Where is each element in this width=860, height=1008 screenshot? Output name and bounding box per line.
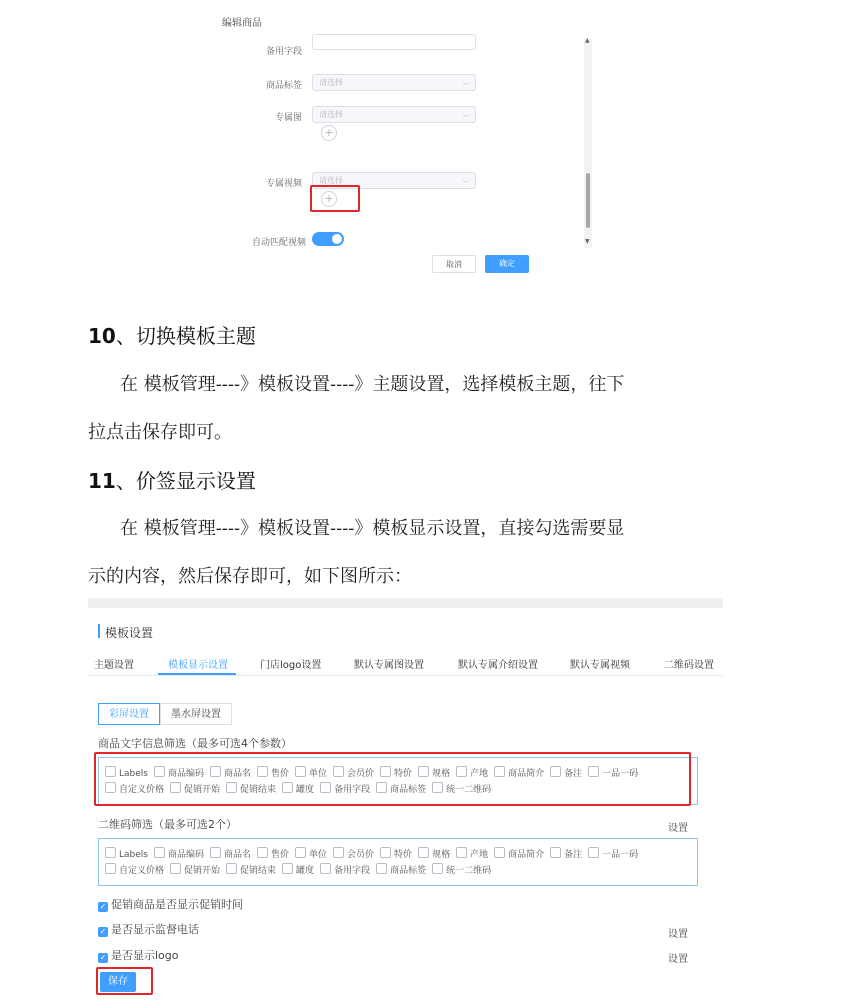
phone-setting-link[interactable]: 设置 [668, 929, 688, 940]
checkbox-label: 商品标签 [390, 866, 427, 876]
highlight-box [96, 967, 153, 995]
image-select[interactable] [312, 106, 476, 123]
checkbox-item[interactable] [494, 847, 544, 860]
checkbox-label: 商品名 [223, 769, 251, 779]
checkbox[interactable] [588, 847, 599, 858]
checkbox-item[interactable] [456, 847, 488, 860]
checkbox[interactable] [295, 847, 306, 858]
option-label: 促销商品是否显示促销时间 [111, 898, 243, 911]
auto-match-toggle[interactable] [312, 232, 344, 246]
top-band [88, 598, 723, 608]
checkbox[interactable] [105, 863, 116, 874]
checkbox[interactable] [282, 863, 293, 874]
option-logo[interactable] [98, 947, 179, 963]
checkbox-label: 促销开始 [184, 866, 221, 876]
add-video-icon[interactable]: + [321, 191, 337, 207]
checkbox-label: 商品标签 [390, 785, 427, 795]
checkbox-label: 备注 [564, 850, 583, 860]
chevron-down-icon: ⌵ [462, 78, 469, 87]
checkbox[interactable] [456, 847, 467, 858]
checkbox-label: 促销开始 [184, 785, 221, 795]
checkbox[interactable] [257, 847, 268, 858]
section-11-heading [88, 465, 256, 494]
section-11-para-line2: 示的内容，然后保存即可，如下图所示： [88, 566, 412, 587]
checkbox-label: 会员价 [347, 769, 375, 779]
highlight-box [310, 185, 360, 212]
checkbox[interactable] [380, 847, 391, 858]
text-filter-label: 商品文字信息筛选（最多可选4个参数） [98, 737, 292, 750]
checkbox-label: 特价 [394, 769, 413, 779]
checkbox-item[interactable] [210, 847, 251, 860]
checkbox-item[interactable] [282, 863, 314, 876]
scroll-down-icon[interactable]: ▼ [585, 238, 590, 245]
section-11-number: 11 [88, 469, 116, 493]
tags-placeholder: 请选择 [319, 78, 343, 87]
checkbox-label: 商品简介 [508, 769, 545, 779]
checkbox-label: 商品编码 [167, 850, 204, 860]
checkbox-label: 商品简介 [508, 850, 545, 860]
qr-filter-row2 [105, 863, 497, 877]
tags-select[interactable] [312, 74, 476, 91]
option-label: 是否显示监督电话 [111, 923, 199, 936]
checkbox-label: 一品一码 [602, 769, 639, 779]
checkbox-label: 促销结束 [240, 866, 277, 876]
tabs-divider [88, 675, 723, 676]
checkbox-label: 自定义价格 [119, 866, 165, 876]
qr-filter-box [98, 838, 698, 886]
checkbox[interactable] [320, 863, 331, 874]
checkbox-item[interactable] [333, 847, 374, 860]
checkbox-label: 促销结束 [240, 785, 277, 795]
checkbox-item[interactable] [376, 863, 426, 876]
checkbox-item[interactable] [105, 863, 164, 876]
checkbox-label: 备用字段 [334, 866, 371, 876]
confirm-button[interactable]: 确定 [485, 255, 529, 273]
chevron-down-icon: ⌵ [462, 176, 469, 185]
checked-icon[interactable]: ✓ [99, 902, 107, 911]
scrollbar-thumb[interactable] [586, 173, 590, 228]
checkbox[interactable] [226, 863, 237, 874]
cancel-button[interactable]: 取消 [432, 255, 476, 273]
auto-match-label: 自动匹配视频 [251, 238, 306, 248]
checkbox[interactable] [432, 863, 443, 874]
chevron-down-icon: ⌵ [462, 110, 469, 119]
checkbox-label: 售价 [271, 850, 290, 860]
tab-default-intro[interactable]: 默认专属介绍设置 [458, 660, 538, 671]
checkbox-item[interactable] [418, 847, 450, 860]
checkbox-label: 会员价 [347, 850, 375, 860]
checkbox-label: 规格 [432, 769, 451, 779]
checkbox-label: 罐度 [296, 785, 315, 795]
checkbox[interactable] [154, 847, 165, 858]
section-10-number: 10 [88, 324, 116, 348]
checkbox-item[interactable] [320, 863, 370, 876]
logo-setting-link[interactable]: 设置 [668, 954, 688, 965]
spare-field-label: 备用字段 [265, 47, 302, 57]
option-label: 是否显示logo [111, 949, 179, 962]
panel-title: 模板设置 [105, 626, 154, 640]
save-button[interactable]: 保存 [100, 972, 136, 992]
title-accent-bar [98, 624, 100, 638]
checkbox-label: Labels [119, 769, 148, 779]
tab-theme[interactable]: 主题设置 [94, 660, 134, 671]
spare-field-input[interactable] [312, 34, 476, 50]
tags-label: 商品标签 [265, 81, 302, 91]
dialog-title: 编辑商品 [222, 18, 262, 29]
checkbox-label: 售价 [271, 769, 290, 779]
checkbox[interactable] [550, 847, 561, 858]
section-10-title: 、切换模板主题 [115, 324, 256, 348]
checkbox-item[interactable] [295, 847, 327, 860]
section-11-para-line1: 在 模板管理----》模板设置----》模板显示设置，直接勾选需要显 [120, 518, 625, 539]
checkbox-item[interactable] [257, 847, 289, 860]
checkbox-item[interactable] [170, 863, 220, 876]
checkbox-item[interactable] [550, 847, 582, 860]
scroll-up-icon[interactable]: ▲ [585, 37, 590, 44]
tab-default-video[interactable]: 默认专属视频 [570, 660, 630, 671]
image-label: 专属图 [274, 113, 302, 123]
checkbox-label: 罐度 [296, 866, 315, 876]
tab-default-image[interactable]: 默认专属图设置 [354, 660, 424, 671]
tab-qrcode[interactable]: 二维码设置 [664, 660, 714, 671]
checkbox-label: 备注 [564, 769, 583, 779]
edit-product-dialog [218, 8, 592, 278]
checked-icon[interactable]: ✓ [99, 953, 107, 962]
section-10-para-line2: 拉点击保存即可。 [88, 422, 232, 443]
checkbox-label: 统一二维码 [446, 866, 492, 876]
qr-filter-label: 二维码筛选（最多可选2个） [98, 818, 237, 831]
checkbox[interactable] [418, 847, 429, 858]
image-placeholder: 请选择 [319, 110, 343, 119]
checkbox-label: 特价 [394, 850, 413, 860]
checkbox-label: 产地 [470, 850, 489, 860]
checkbox-item[interactable] [105, 847, 148, 860]
video-placeholder: 请选择 [319, 176, 343, 185]
checkbox-label: 统一二维码 [446, 785, 492, 795]
checked-icon[interactable]: ✓ [99, 927, 107, 936]
subtab-color-screen[interactable]: 彩屏设置 [98, 703, 160, 725]
template-settings-panel [88, 598, 723, 1002]
checkbox-label: 商品编码 [167, 769, 204, 779]
option-supervision-phone[interactable] [98, 921, 199, 937]
tab-display[interactable]: 模板显示设置 [168, 660, 228, 671]
checkbox[interactable] [333, 847, 344, 858]
section-11-title: 、价签显示设置 [115, 469, 256, 493]
subtab-ink-screen[interactable]: 墨水屏设置 [160, 703, 232, 725]
highlight-box [94, 752, 691, 806]
qr-filter-row1 [105, 847, 644, 861]
toggle-knob [332, 234, 342, 244]
checkbox-label: 规格 [432, 850, 451, 860]
checkbox-label: 单位 [309, 769, 328, 779]
checkbox-item[interactable] [588, 847, 638, 860]
checkbox-label: 备用字段 [334, 785, 371, 795]
section-10-para-line1: 在 模板管理----》模板设置----》主题设置，选择模板主题，往下 [120, 374, 625, 395]
checkbox[interactable] [376, 863, 387, 874]
tab-store-logo[interactable]: 门店logo设置 [260, 660, 322, 671]
checkbox-label: 自定义价格 [119, 785, 165, 795]
checkbox-label: 单位 [309, 850, 328, 860]
section-10-heading [88, 320, 256, 349]
checkbox-label: 一品一码 [602, 850, 639, 860]
checkbox-label: Labels [119, 850, 148, 860]
checkbox-label: 产地 [470, 769, 489, 779]
checkbox[interactable] [494, 847, 505, 858]
checkbox[interactable] [170, 863, 181, 874]
checkbox[interactable] [210, 847, 221, 858]
add-image-icon[interactable]: + [321, 125, 337, 141]
checkbox-item[interactable] [380, 847, 412, 860]
checkbox-label: 商品名 [223, 850, 251, 860]
checkbox-item[interactable] [226, 863, 276, 876]
checkbox-item[interactable] [432, 863, 491, 876]
video-label: 专属视频 [265, 179, 302, 189]
option-promo-time[interactable] [98, 896, 243, 912]
checkbox[interactable] [105, 847, 116, 858]
checkbox-item[interactable] [154, 847, 204, 860]
qr-setting-link[interactable]: 设置 [668, 823, 688, 834]
